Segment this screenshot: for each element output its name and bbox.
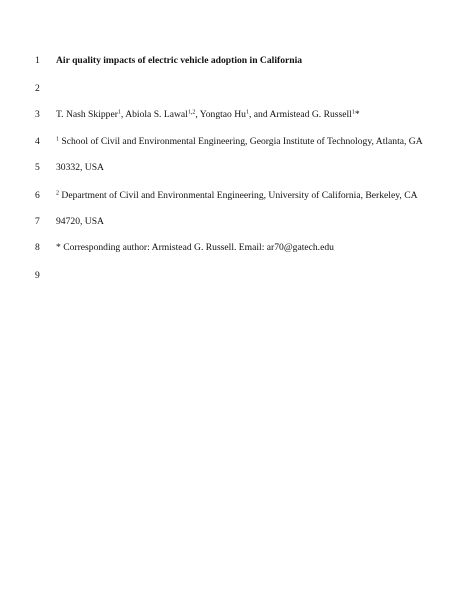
manuscript-line-7 <box>0 214 474 230</box>
author-name: T. Nash Skipper <box>56 109 118 120</box>
line-number: 6 <box>35 190 40 201</box>
author-name: Abiola S. Lawal <box>125 109 188 120</box>
line-number: 9 <box>35 270 40 281</box>
manuscript-line-4 <box>0 134 474 150</box>
manuscript-line-9 <box>0 268 474 284</box>
line-number: 5 <box>35 162 40 173</box>
affiliation-mark: 2 <box>56 190 59 197</box>
affiliation-2-continued: 94720, USA <box>56 216 104 227</box>
manuscript-line-8 <box>0 240 474 256</box>
paper-title: Air quality impacts of electric vehicle adoption in California <box>56 55 303 66</box>
manuscript-line-2 <box>0 81 474 97</box>
author-separator: , <box>120 109 126 120</box>
line-number: 4 <box>35 136 40 147</box>
affiliation-text: School of Civil and Environmental Engineering, Georgia Institute of Technology, Atlanta, GA <box>61 136 423 147</box>
manuscript-line-3 <box>0 107 474 123</box>
author-name: Yongtao Hu <box>199 109 246 120</box>
author-affiliation-mark: 1 <box>117 109 121 116</box>
author-name: Armistead G. Russell <box>269 109 352 120</box>
corresponding-author: * Corresponding author: Armistead G. Russell. Email: ar70@gatech.edu <box>56 242 334 253</box>
affiliation-text: Department of Civil and Environmental Engineering, University of California, Berkeley, CA <box>61 190 418 201</box>
manuscript-line-1 <box>0 53 474 69</box>
corresponding-mark: * <box>354 109 360 120</box>
line-number: 8 <box>35 242 40 253</box>
affiliation-mark: 1 <box>56 136 59 143</box>
manuscript-line-6 <box>0 188 474 204</box>
author-separator: , and <box>248 109 270 120</box>
author-affiliation-mark: 1 <box>245 109 249 116</box>
author-affiliation-mark: 1 <box>351 109 355 116</box>
affiliation-1-continued: 30332, USA <box>56 162 104 173</box>
line-number: 2 <box>35 83 40 94</box>
manuscript-line-5 <box>0 160 474 176</box>
author-affiliation-mark: 1,2 <box>187 109 196 116</box>
author-separator: , <box>195 109 200 120</box>
line-number: 7 <box>35 216 40 227</box>
affiliation-2 <box>56 188 418 204</box>
author-list <box>56 107 360 123</box>
line-number: 3 <box>35 109 40 120</box>
affiliation-1 <box>56 134 423 150</box>
line-number: 1 <box>35 55 40 66</box>
